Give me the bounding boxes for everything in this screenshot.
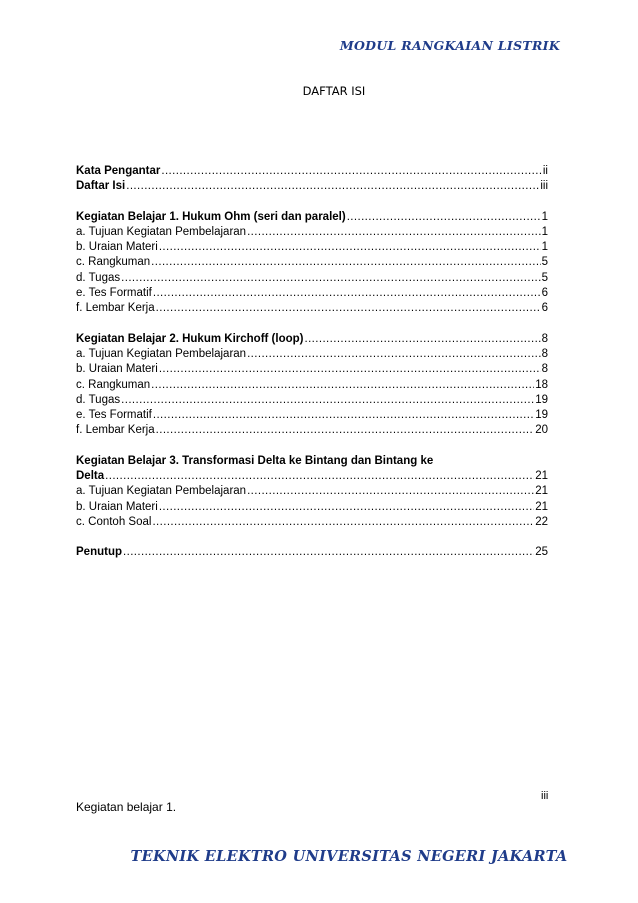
- toc-entry-page: 25: [535, 546, 548, 559]
- dot-leader: [105, 469, 534, 484]
- toc-entry-page: 21: [535, 500, 548, 513]
- dot-leader: [159, 362, 541, 377]
- toc-entry-label: b. Uraian Materi: [76, 500, 158, 513]
- dot-leader: [153, 286, 541, 301]
- toc-entry-label: a. Tujuan Kegiatan Pembelajaran: [76, 485, 247, 498]
- dot-leader: [161, 164, 542, 179]
- toc-entry-label: Penutup: [76, 546, 122, 559]
- dot-leader: [126, 179, 539, 194]
- dot-leader: [156, 423, 535, 438]
- toc-entry-page: 19: [535, 409, 548, 422]
- toc-entry[interactable]: [76, 271, 548, 286]
- toc-entry-label: Kegiatan Belajar 3. Transformasi Delta ke Bintang dan Bintang ke: [76, 454, 434, 467]
- toc-entry[interactable]: [76, 347, 548, 362]
- page-number: iii: [541, 790, 549, 802]
- dot-leader: [247, 484, 534, 499]
- toc-entry-label: b. Uraian Materi: [76, 241, 158, 254]
- toc-heading-kb3-line2[interactable]: [76, 469, 548, 484]
- dot-leader: [159, 240, 541, 255]
- dot-leader: [151, 255, 540, 270]
- toc-entry-label: Daftar Isi: [76, 180, 126, 193]
- toc-entry-label: b. Uraian Materi: [76, 363, 158, 376]
- toc-entry[interactable]: [76, 393, 548, 408]
- toc-entry-label: a. Tujuan Kegiatan Pembelajaran: [76, 225, 247, 238]
- toc-entry-page: 8: [541, 363, 548, 376]
- toc-entry[interactable]: [76, 423, 548, 438]
- toc-entry-page: 8: [541, 332, 548, 345]
- toc-entry[interactable]: [76, 484, 548, 499]
- toc-entry-page: 22: [535, 515, 548, 528]
- page-title: DAFTAR ISI: [302, 84, 366, 98]
- dot-leader: [347, 210, 541, 225]
- toc-entry-page: 20: [535, 424, 548, 437]
- toc-entry-page: 6: [541, 287, 548, 300]
- section-gap: [76, 530, 548, 545]
- toc-entry-kata-pengantar[interactable]: [76, 164, 548, 179]
- dot-leader: [247, 347, 541, 362]
- dot-leader: [247, 225, 541, 240]
- toc-entry[interactable]: [76, 500, 548, 515]
- toc-entry-page: 21: [535, 470, 548, 483]
- toc-entry[interactable]: [76, 515, 548, 530]
- dot-leader: [151, 378, 534, 393]
- running-header: MODUL RANGKAIAN LISTRIK: [339, 38, 560, 53]
- toc-heading-kb3-line1[interactable]: [76, 454, 548, 469]
- toc-entry-page: 1: [541, 210, 548, 223]
- toc-entry-page: 21: [535, 485, 548, 498]
- section-gap: [76, 439, 548, 454]
- dot-leader: [152, 515, 534, 530]
- toc-entry[interactable]: [76, 286, 548, 301]
- dot-leader: [123, 545, 534, 560]
- toc-entry-page: 6: [541, 302, 548, 315]
- toc-entry-page: ii: [542, 165, 548, 177]
- toc-entry-label: Kegiatan Belajar 1. Hukum Ohm (seri dan paralel): [76, 210, 346, 223]
- toc-entry-page: 19: [535, 393, 548, 406]
- toc-entry-page: 1: [541, 225, 548, 238]
- toc-entry-page: 5: [541, 271, 548, 284]
- toc-entry-label: Kata Pengantar: [76, 165, 161, 177]
- toc-entry-page: iii: [540, 180, 548, 193]
- section-gap: [76, 317, 548, 332]
- section-gap: [76, 195, 548, 210]
- toc-entry-page: 18: [535, 378, 548, 391]
- toc-entry-label: e. Tes Formatif: [76, 287, 152, 300]
- toc-entry-label: e. Tes Formatif: [76, 409, 152, 422]
- toc-entry[interactable]: [76, 362, 548, 377]
- toc-entry[interactable]: [76, 240, 548, 255]
- dot-leader: [304, 332, 540, 347]
- toc-entry-page: 5: [541, 256, 548, 269]
- toc-entry-label: d. Tugas: [76, 393, 121, 406]
- table-of-contents: [76, 164, 548, 561]
- dot-leader: [121, 271, 540, 286]
- toc-entry[interactable]: [76, 378, 548, 393]
- toc-entry[interactable]: [76, 408, 548, 423]
- toc-entry-label: f. Lembar Kerja: [76, 424, 155, 437]
- toc-heading-kb2[interactable]: [76, 332, 548, 347]
- toc-entry-label: d. Tugas: [76, 271, 121, 284]
- toc-entry-label: c. Rangkuman: [76, 378, 151, 391]
- dot-leader: [121, 393, 534, 408]
- toc-entry-label: a. Tujuan Kegiatan Pembelajaran: [76, 347, 247, 360]
- footnote: Kegiatan belajar 1.: [76, 800, 177, 814]
- dot-leader: [156, 301, 541, 316]
- toc-entry-label: c. Contoh Soal: [76, 515, 152, 528]
- toc-entry-label: f. Lembar Kerja: [76, 302, 155, 315]
- toc-entry-label: Delta: [76, 470, 105, 483]
- toc-entry[interactable]: [76, 301, 548, 316]
- toc-entry-daftar-isi[interactable]: [76, 179, 548, 194]
- toc-entry[interactable]: [76, 225, 548, 240]
- toc-entry-label: Kegiatan Belajar 2. Hukum Kirchoff (loop): [76, 332, 304, 345]
- toc-heading-kb1[interactable]: [76, 210, 548, 225]
- dot-leader: [159, 500, 534, 515]
- running-footer: TEKNIK ELEKTRO UNIVERSITAS NEGERI JAKARTA: [130, 848, 568, 865]
- dot-leader: [153, 408, 534, 423]
- toc-entry-page: 8: [541, 347, 548, 360]
- toc-entry-page: 1: [541, 241, 548, 254]
- toc-entry-penutup[interactable]: [76, 545, 548, 560]
- toc-entry[interactable]: [76, 255, 548, 270]
- toc-entry-label: c. Rangkuman: [76, 256, 151, 269]
